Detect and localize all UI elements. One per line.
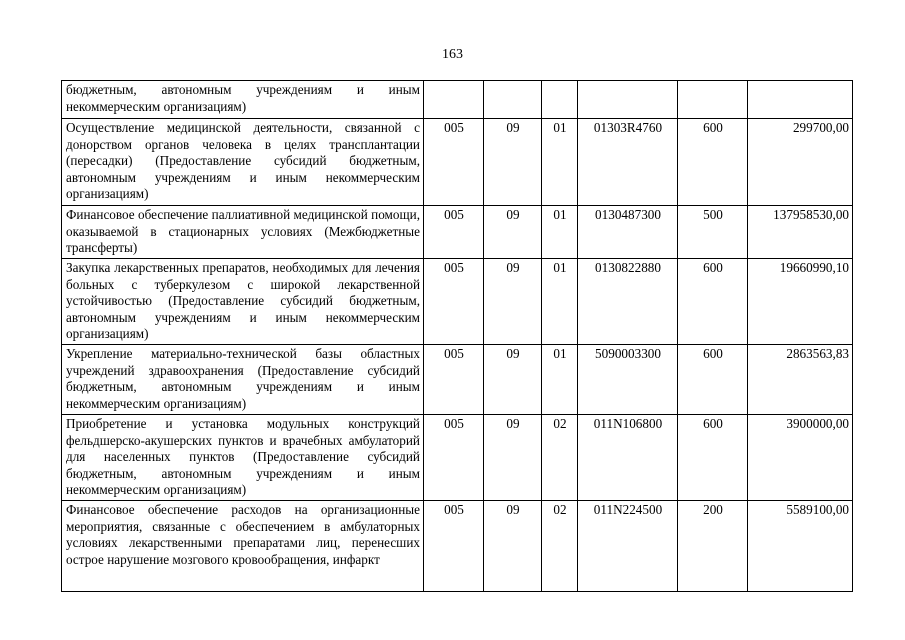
cell-target-article: 011N224500 [578,501,678,592]
cell-expense-type [678,81,748,119]
cell-target-article: 011N106800 [578,415,678,501]
cell-section: 09 [484,259,542,345]
cell-description: Укрепление материально-технической базы областных учреждений здравоохранения (Предоставление субсидий бюджетным, автономным учреждениям и иным некоммерческим организациям) [62,345,424,415]
cell-description: Осуществление медицинской деятельности, связанной с донорством органов человека в целях трансплантации (пересадки) (Предоставление субсидий бюджетным, автономным учреждениям и иным некоммерческим организациям) [62,119,424,206]
cell-amount: 19660990,10 [748,259,853,345]
table-row [62,259,853,345]
cell-ministry-code [424,81,484,119]
cell-subsection: 01 [542,119,578,206]
cell-amount: 299700,00 [748,119,853,206]
cell-section: 09 [484,119,542,206]
cell-expense-type: 500 [678,206,748,259]
cell-subsection: 01 [542,206,578,259]
cell-expense-type: 600 [678,119,748,206]
cell-description: Финансовое обеспечение паллиативной медицинской помощи, оказываемой в стационарных условиях (Межбюджетные трансферты) [62,206,424,259]
page-number: 163 [442,47,463,62]
table-row [62,345,853,415]
cell-subsection: 01 [542,345,578,415]
cell-amount: 2863563,83 [748,345,853,415]
cell-subsection: 01 [542,259,578,345]
table-row [62,501,853,592]
cell-target-article: 01303R4760 [578,119,678,206]
cell-amount: 3900000,00 [748,415,853,501]
cell-description: Закупка лекарственных препаратов, необходимых для лечения больных с туберкулезом с широкой лекарственной устойчивостью (Предоставление субсидий бюджетным, автономным учреждениям и иным некоммерческим организациям) [62,259,424,345]
cell-description: Приобретение и установка модульных конструкций фельдшерско-акушерских пунктов и врачебных амбулаторий для населенных пунктов (Предоставление субсидий бюджетным, автономным учреждениям и иным некоммерческим организациям) [62,415,424,501]
cell-target-article: 0130822880 [578,259,678,345]
table-row [62,119,853,206]
cell-amount: 5589100,00 [748,501,853,592]
cell-amount [748,81,853,119]
cell-expense-type: 200 [678,501,748,592]
cell-target-article: 0130487300 [578,206,678,259]
table-row [62,206,853,259]
cell-subsection [542,81,578,119]
cell-ministry-code: 005 [424,259,484,345]
cell-description: бюджетным, автономным учреждениям и иным некоммерческим организациям) [62,81,424,119]
cell-ministry-code: 005 [424,206,484,259]
table-row [62,81,853,119]
cell-description: Финансовое обеспечение расходов на организационные мероприятия, связанные с обеспечением в амбулаторных условиях лекарственными препаратами лиц, перенесших острое нарушение мозгового кровообращения, инфаркт [62,501,424,592]
cell-amount: 137958530,00 [748,206,853,259]
cell-ministry-code: 005 [424,119,484,206]
cell-subsection: 02 [542,501,578,592]
table-row [62,415,853,501]
cell-section: 09 [484,206,542,259]
cell-section: 09 [484,501,542,592]
cell-ministry-code: 005 [424,415,484,501]
cell-ministry-code: 005 [424,345,484,415]
cell-target-article [578,81,678,119]
cell-section: 09 [484,415,542,501]
cell-expense-type: 600 [678,415,748,501]
cell-section [484,81,542,119]
cell-subsection: 02 [542,415,578,501]
cell-target-article: 5090003300 [578,345,678,415]
cell-ministry-code: 005 [424,501,484,592]
cell-expense-type: 600 [678,345,748,415]
budget-table [61,80,853,592]
cell-section: 09 [484,345,542,415]
cell-expense-type: 600 [678,259,748,345]
